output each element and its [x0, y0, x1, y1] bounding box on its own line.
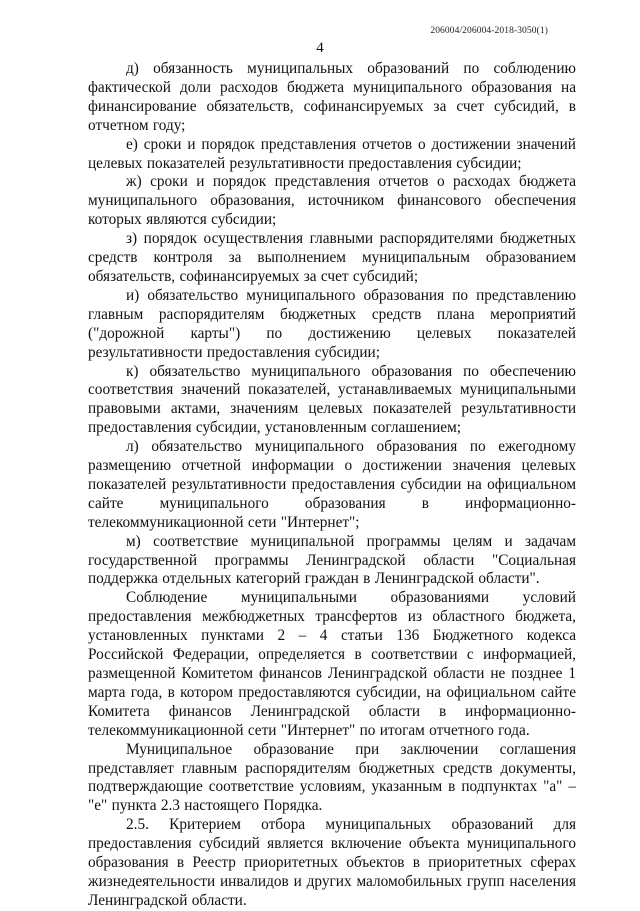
paragraph-d: д) обязанность муниципальных образований по соблюдению фактической доли расходов бюджета муниципального образования на финансирование обязательств, софинансируемых за счет субсидий, в отчетном году;: [88, 60, 576, 134]
page-number: 4: [316, 40, 324, 56]
paragraph-m: м) соответствие муниципальной программы целям и задачам государственной программы Ленинградской области "Социальная поддержка отдельных категорий граждан в Ленинградской области".: [88, 532, 576, 588]
document-id: 206004/206004-2018-3050(1): [430, 26, 548, 36]
paragraph-2-5-criterion: 2.5. Критерием отбора муниципальных образований для предоставления субсидий является включение объекта муниципального образования в Реестр приоритетных объектов в приоритетных сферах жизнедеятельности инвалидов и других маломобильных групп населения Ленинградской области.: [88, 816, 576, 909]
paragraph-z: з) порядок осуществления главными распорядителями бюджетных средств контроля за выполнением муниципальным образованием обязательств, софинансируемых за счет субсидий;: [88, 230, 576, 285]
paragraph-e: е) сроки и порядок представления отчетов о достижении значений целевых показателей результативности предоставления субсидии;: [88, 135, 576, 172]
paragraph-agreement-documents: Муниципальное образование при заключении соглашения представляет главным распорядителям бюджетных средств документы, подтверждающие соответствие условиям, указанным в подпунктах "а" – "е" пункта 2.3 настоящего Порядка.: [88, 740, 576, 815]
paragraph-zh: ж) сроки и порядок представления отчетов о расходах бюджета муниципального образования, источником финансового обеспечения которых являются субсидии;: [88, 173, 576, 229]
paragraph-budget-compliance: Соблюдение муниципальными образованиями условий предоставления межбюджетных трансфертов из областного бюджета, установленных пунктами 2 – 4 статьи 136 Бюджетного кодекса Российской Федерации, определяется в соответствии с информацией, размещенной Комитетом финансов Ленинградской области не позднее 1 марта года, в котором предоставляются субсидии, на официальном сайте Комитета финансов Ленинградской области в информационно-телекоммуникационной сети "Интернет" по итогам отчетного года.: [88, 589, 576, 739]
paragraph-l: л) обязательство муниципального образования по ежегодному размещению отчетной информации о достижении значения целевых показателей результативности предоставления субсидии на официальном сайте муниципального образования в информационно-телекоммуникационной сети "Интернет";: [88, 438, 576, 531]
document-body: [88, 60, 576, 911]
paragraph-k: к) обязательство муниципального образования по обеспечению соответствия значений показателей, устанавливаемых муниципальными правовыми актами, значениям целевых показателей результативности предоставления субсидии, установленным соглашением;: [88, 362, 576, 437]
paragraph-i: и) обязательство муниципального образования по представлению главным распорядителям бюджетных средств плана мероприятий ("дорожной карты") по достижению целевых показателей результативности предоставления субсидии;: [88, 286, 576, 361]
